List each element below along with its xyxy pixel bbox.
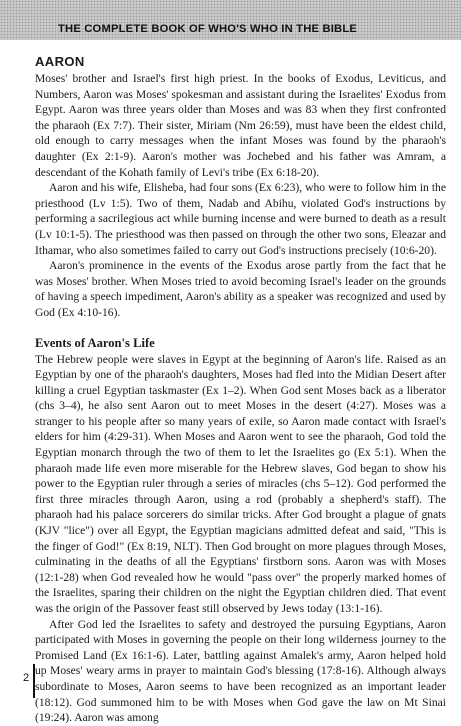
running-header — [0, 0, 461, 40]
page-number: 2 — [23, 672, 30, 684]
section-paragraph: After God led the Israelites to safety and destroyed the pursuing Egyptians, Aaron participated with Moses in governing the people on their long wilderness journey to the Promised Land (Ex 16:1-6). Later, battling against Amalek's army, Aaron helped hold up Moses' weary arms in prayer to maintain God's blessing (17:8-16). Although always subordinate to Moses, Aaron seems to have been recognized as an important leader (18:12). God summoned him to be with Moses when God gave the law on Mt Sinai (19:24). Aaron was among — [35, 617, 446, 725]
section-heading: Events of Aaron's Life — [35, 335, 155, 350]
section-paragraph: The Hebrew people were slaves in Egypt at the beginning of Aaron's life. Raised as an Egyptian by one of the pharaoh's daughters, Moses had fled into the Midian Desert after killing a cruel Egyptian taskmaster (Ex 1–2). When God sent Moses back as a liberator (chs 3–4), he also sent Aaron out to meet Moses in the desert (4:27). Moses was a stranger to his people after so many years of exile, so Aaron made contact with Israel's elders for him (4:29-31). When Moses and Aaron went to see the pharaoh, God told the Egyptian monarch through the two of them to let the Israelites go (Ex 5:1). When the pharaoh made life even more miserable for the Hebrew slaves, God began to show his power to the Egyptian ruler through a series of miracles (chs 5–12). God performed the first three miracles through Aaron, using a rod (probably a shepherd's staff). The pharaoh had his palace sorcerers do similar tricks. After God brought a plague of gnats (KJV "lice") over all Egypt, the Egyptian magicians admitted defeat and said, "This is the finger of God!" (Ex 8:19, NLT). Then God brought on more plagues through Moses, culminating in the deaths of all the Egyptians' firstborn sons. Aaron was with Moses (12:1-28) when God revealed how he would "pass over" the properly marked homes of the Israelites, sparing their children on the night the Egyptian children died. That event was the origin of the Passover feast still observed by Jews today (13:1-16). — [35, 352, 446, 615]
entry-paragraph: Aaron's prominence in the events of the Exodus arose partly from the fact that he was Moses' brother. When Moses tried to avoid becoming Israel's leader on the grounds of having a speech impediment, Aaron's ability as a speaker was recognized and used by God (Ex 4:10-16). — [35, 259, 446, 319]
page-body — [35, 54, 446, 726]
entry-paragraph: Moses' brother and Israel's first high priest. In the books of Exodus, Leviticus, and Numbers, Aaron was Moses' spokesman and assistant during the Israelites' Exodus from Egypt. Aaron was three years older than Moses and was 83 when they first confronted the pharaoh (Ex 7:7). Their sister, Miriam (Nm 26:59), must have been the eldest child, old enough to carry messages when the infant Moses was found by the pharaoh's daughter (Ex 2:1-9). Aaron's mother was Jochebed and his father was Amram, a descendant of the Kohath family of Levi's tribe (Ex 6:18-20). — [35, 72, 446, 179]
page-number-rule — [33, 664, 35, 698]
entry-paragraph: Aaron and his wife, Elisheba, had four sons (Ex 6:23), who were to follow him in the priesthood (Lv 1:5). Two of them, Nadab and Abihu, violated God's instructions by performing a sacrilegious act while burning incense and were burned to death as a result (Lv 10:1-5). The priesthood was then passed on through the other two sons, Eleazar and Ithamar, who also sometimes failed to carry out God's instructions precisely (10:6-20). — [35, 181, 446, 257]
entry-title: AARON — [35, 54, 85, 69]
running-header-title: THE COMPLETE BOOK OF WHO'S WHO IN THE BIBLE — [58, 23, 358, 35]
